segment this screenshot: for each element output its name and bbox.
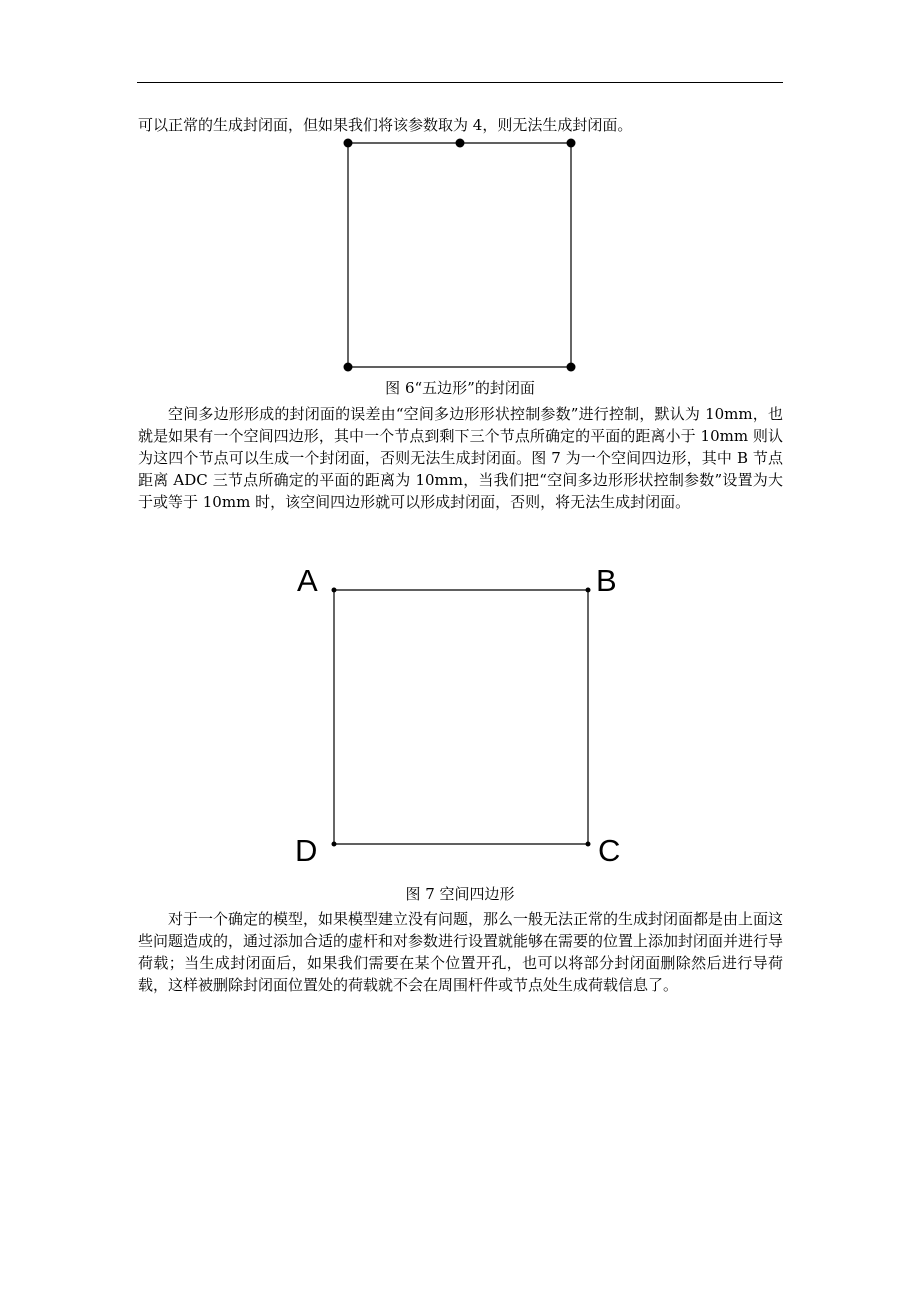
fig7-label-a: A — [297, 563, 318, 598]
body-paragraph-2: 空间多边形形成的封闭面的误差由“空间多边形形状控制参数”进行控制，默认为 10mm，也就是如果有一个空间四边形，其中一个节点到剩下三个节点所确定的平面的距离小于 10mm 则认为这四个节点可以生成一个封闭面，否则无法生成封闭面。图 7 为一个空间四边形，其中 B 节点距离 ADC 三节点所确定的平面的距离为 10mm，当我们把“空间多边形形状控制参数”设置为大于或等于 10mm 时，该空间四边形就可以形成封闭面，否则，将无法生成封闭面。 — [138, 405, 783, 511]
figure-7-caption: 图 7 空间四边形 — [405, 885, 515, 903]
fig7-label-c: C — [598, 833, 621, 868]
figure-7-quadrilateral — [295, 563, 620, 868]
fig7-label-d: D — [295, 833, 318, 868]
fig7-node-a — [332, 588, 337, 593]
fig6-node-top-right — [567, 139, 576, 148]
fig6-node-top-left — [344, 139, 353, 148]
body-paragraph-3: 对于一个确定的模型，如果模型建立没有问题，那么一般无法正常的生成封闭面都是由上面这些问题造成的，通过添加合适的虚杆和对参数进行设置就能够在需要的位置上添加封闭面并进行导荷载；当生成封闭面后，如果我们需要在某个位置开孔，也可以将部分封闭面删除然后进行导荷载，这样被删除封闭面位置处的荷载就不会在周围杆件或节点处生成荷载信息了。 — [138, 910, 784, 994]
figure-6-pentagon — [344, 139, 576, 372]
fig6-node-bottom-left — [344, 363, 353, 372]
intro-paragraph: 可以正常的生成封闭面，但如果我们将该参数取为 4，则无法生成封闭面。 — [138, 116, 633, 134]
fig6-node-top-middle — [456, 139, 465, 148]
fig6-node-bottom-right — [567, 363, 576, 372]
fig7-node-b — [586, 588, 591, 593]
fig7-node-d — [332, 842, 337, 847]
fig7-label-b: B — [596, 563, 617, 598]
fig7-node-c — [586, 842, 591, 847]
figure-6-caption: 图 6“五边形”的封闭面 — [385, 379, 535, 397]
